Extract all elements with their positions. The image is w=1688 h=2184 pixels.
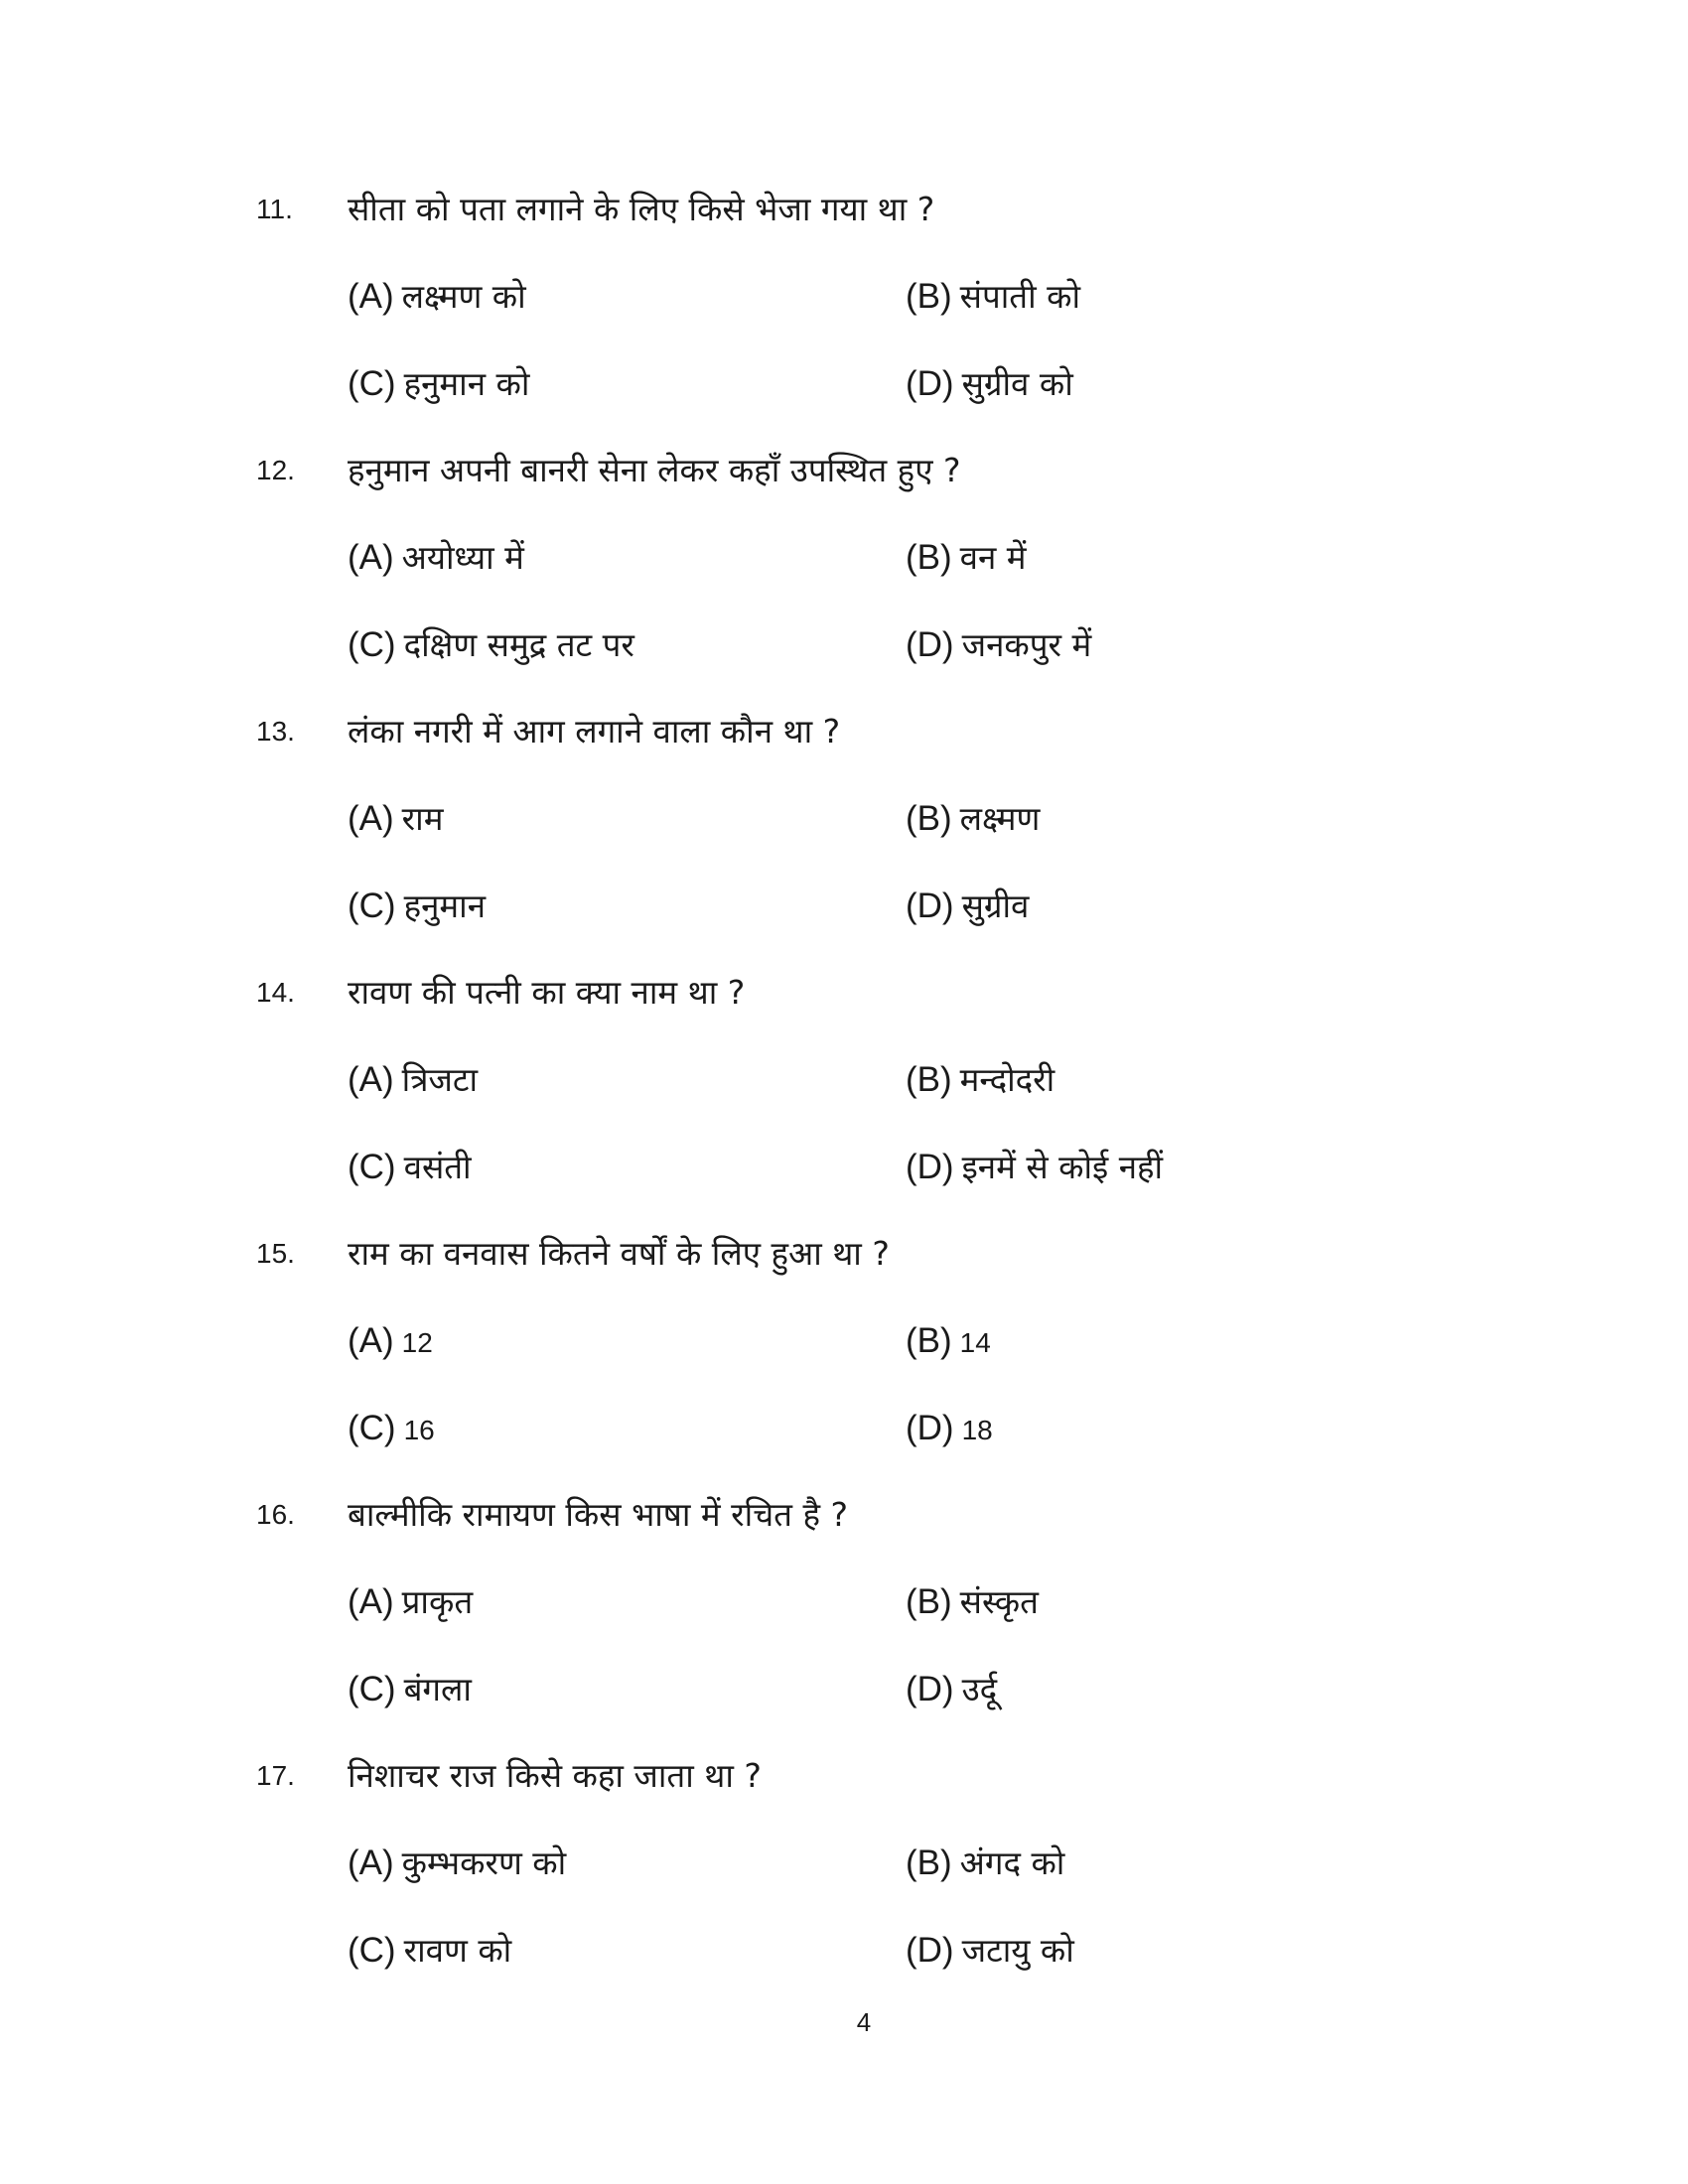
option-a <box>348 533 524 583</box>
question-text: सीता को पता लगाने के लिए किसे भेजा गया था ? <box>348 190 935 228</box>
question-text: राम का वनवास कितने वर्षों के लिए हुआ था ? <box>348 1234 890 1273</box>
option-c <box>348 1404 435 1453</box>
option-d <box>906 1404 993 1453</box>
question-number: 15. <box>256 1238 295 1269</box>
option-text: लक्ष्मण <box>959 799 1041 838</box>
option-text: अयोध्या में <box>401 538 524 577</box>
question-text: निशाचर राज किसे कहा जाता था ? <box>348 1756 762 1795</box>
option-label: (D) <box>906 625 954 664</box>
option-a <box>348 272 526 322</box>
question-14 <box>0 968 1688 1228</box>
option-d <box>906 1926 1074 1976</box>
option-d <box>906 882 1029 931</box>
option-label: (D) <box>906 887 954 925</box>
option-text: इनमें से कोई नहीं <box>961 1148 1164 1186</box>
option-c <box>348 620 634 670</box>
option-b <box>906 1839 1064 1888</box>
question-number: 12. <box>256 455 295 485</box>
option-a <box>348 794 443 844</box>
option-text: राम <box>401 799 444 838</box>
option-b <box>906 794 1040 844</box>
option-label: (C) <box>348 1670 396 1708</box>
question-number: 16. <box>256 1499 295 1530</box>
option-c <box>348 882 486 931</box>
option-label: (B) <box>906 1582 952 1621</box>
option-a <box>348 1316 433 1366</box>
option-text: वसंती <box>403 1148 472 1186</box>
option-label: (B) <box>906 1843 952 1882</box>
option-c <box>348 359 529 409</box>
option-text: हनुमान को <box>403 364 530 403</box>
option-text: बंगला <box>403 1670 472 1708</box>
option-label: (D) <box>906 364 954 403</box>
option-label: (A) <box>348 1321 394 1360</box>
question-text: लंका नगरी में आग लगाने वाला कौन था ? <box>348 712 841 751</box>
option-label: (B) <box>906 1060 952 1099</box>
question-11 <box>0 185 1688 445</box>
page-number: 4 <box>856 2007 872 2037</box>
option-a <box>348 1055 478 1105</box>
option-label: (A) <box>348 277 394 316</box>
option-b <box>906 533 1027 583</box>
option-text: लक्ष्मण को <box>401 277 526 316</box>
option-label: (C) <box>348 625 396 664</box>
option-text: मन्दोदरी <box>959 1060 1055 1099</box>
option-text: 12 <box>401 1327 433 1358</box>
option-text: रावण को <box>403 1931 512 1970</box>
option-text: जटायु को <box>961 1931 1074 1970</box>
option-label: (D) <box>906 1931 954 1970</box>
option-label: (C) <box>348 1409 396 1447</box>
option-c <box>348 1143 472 1192</box>
option-text: 18 <box>961 1415 993 1445</box>
option-label: (A) <box>348 1060 394 1099</box>
option-label: (D) <box>906 1409 954 1447</box>
question-12 <box>0 446 1688 706</box>
option-text: त्रिजटा <box>401 1060 479 1099</box>
question-text: रावण की पत्नी का क्या नाम था ? <box>348 973 746 1012</box>
question-number: 13. <box>256 716 295 747</box>
option-d <box>906 1665 997 1714</box>
option-d <box>906 620 1091 670</box>
option-label: (C) <box>348 1931 396 1970</box>
option-label: (A) <box>348 538 394 577</box>
option-text: दक्षिण समुद्र तट पर <box>403 625 634 664</box>
option-text: सुग्रीव को <box>961 364 1073 403</box>
option-label: (A) <box>348 799 394 838</box>
question-15 <box>0 1229 1688 1489</box>
option-label: (B) <box>906 1321 952 1360</box>
option-text: कुम्भकरण को <box>401 1843 567 1882</box>
option-label: (B) <box>906 799 952 838</box>
question-number: 14. <box>256 977 295 1008</box>
option-text: प्राकृत <box>401 1582 474 1621</box>
option-label: (B) <box>906 277 952 316</box>
option-c <box>348 1926 511 1976</box>
option-text: उर्दू <box>961 1670 998 1708</box>
option-d <box>906 1143 1163 1192</box>
question-number: 17. <box>256 1760 295 1791</box>
option-text: संस्कृत <box>959 1582 1039 1621</box>
option-text: अंगद को <box>959 1843 1065 1882</box>
option-label: (A) <box>348 1582 394 1621</box>
question-number: 11. <box>256 194 293 224</box>
question-16 <box>0 1490 1688 1750</box>
question-text: बाल्मीकि रामायण किस भाषा में रचित है ? <box>348 1495 848 1534</box>
option-label: (A) <box>348 1843 394 1882</box>
option-text: हनुमान <box>403 887 487 925</box>
option-b <box>906 1316 991 1366</box>
option-text: 16 <box>403 1415 435 1445</box>
option-label: (D) <box>906 1148 954 1186</box>
question-text: हनुमान अपनी बानरी सेना लेकर कहाँ उपस्थित हुए ? <box>348 451 961 489</box>
option-b <box>906 1055 1055 1105</box>
option-text: वन में <box>959 538 1027 577</box>
option-label: (B) <box>906 538 952 577</box>
option-b <box>906 272 1080 322</box>
option-text: जनकपुर में <box>961 625 1092 664</box>
option-text: 14 <box>959 1327 991 1358</box>
option-text: संपाती को <box>959 277 1080 316</box>
option-label: (C) <box>348 364 396 403</box>
option-b <box>906 1577 1039 1627</box>
option-d <box>906 359 1073 409</box>
option-label: (D) <box>906 1670 954 1708</box>
option-text: सुग्रीव <box>961 887 1030 925</box>
question-17 <box>0 1751 1688 2011</box>
option-c <box>348 1665 472 1714</box>
option-a <box>348 1577 473 1627</box>
option-label: (C) <box>348 1148 396 1186</box>
option-a <box>348 1839 566 1888</box>
option-label: (C) <box>348 887 396 925</box>
question-13 <box>0 707 1688 967</box>
